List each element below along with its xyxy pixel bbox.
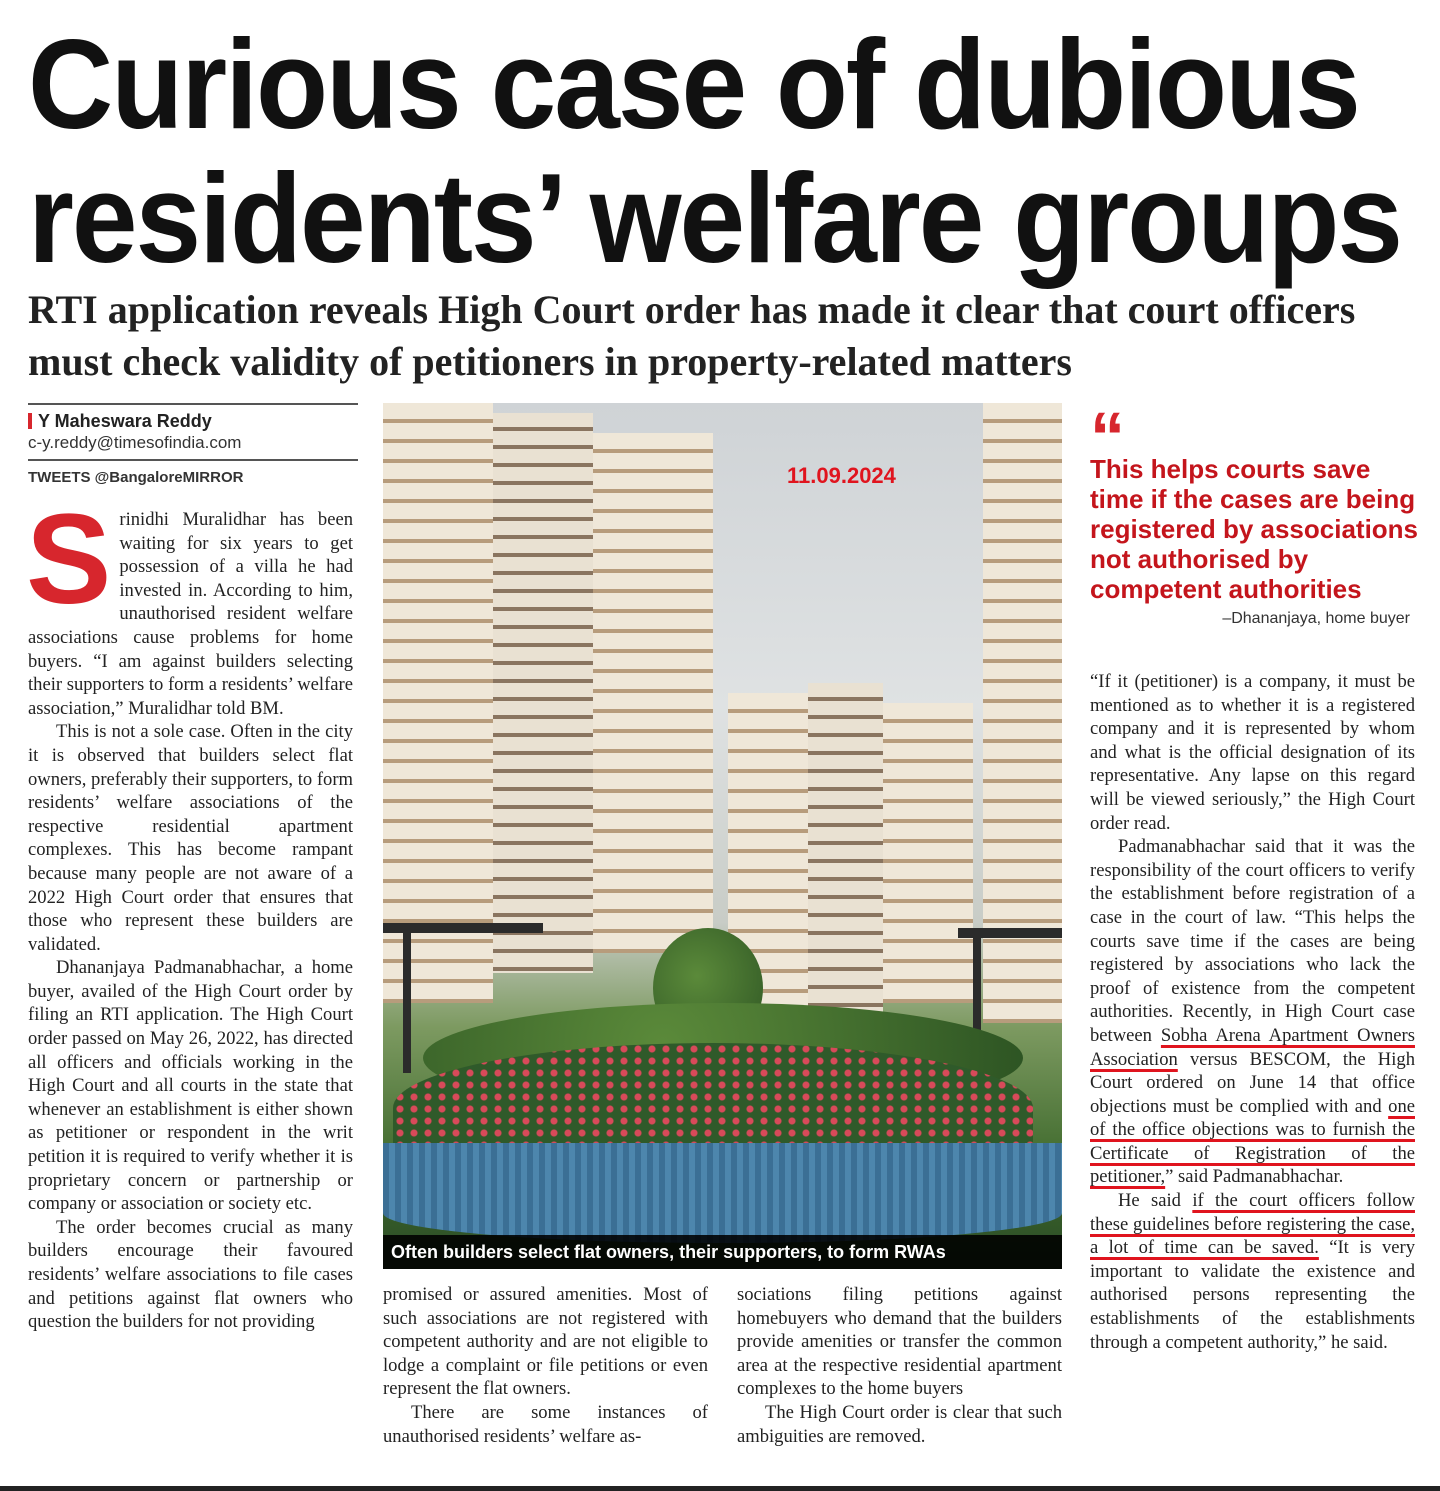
- tweets-handle: TWEETS @BangaloreMIRROR: [28, 459, 358, 486]
- paragraph-text: “It is very important to validate the existence and authorised persons representing the establishments of the establishments through a competent authority,” he said.: [1090, 1237, 1415, 1353]
- paragraph-text: rinidhi Muralidhar has been waiting for six years to get possession of a villa he had invested in. According to him, unauthorised resident welfare associations cause problems for home buyers. “I am against builders selecting their supporters to form a residents’ welfare association,” Muralidhar told BM.: [28, 509, 353, 719]
- quote-mark-icon: “: [1090, 398, 1125, 476]
- paragraph-text: versus BESCOM, the High Court ordered on June 14 that office objections must be complied with and: [1090, 1048, 1415, 1117]
- article-photo: [383, 403, 1062, 1269]
- article-column-3: [737, 1283, 1062, 1448]
- pull-quote-text: This helps courts save time if the cases are being registered by associations not authorised by competent authorities: [1090, 454, 1419, 604]
- photo-pool: [383, 1143, 1062, 1243]
- paragraph: The High Court order is clear that such ambiguities are removed.: [737, 1401, 1062, 1447]
- pull-quote-attribution: –Dhananjaya, home buyer: [1222, 610, 1410, 627]
- paragraph: sociations filing petitions against homebuyers who demand that the builders provide amenities or transfer the common area at the respective residential apartment complexes to the home buyers: [737, 1284, 1062, 1400]
- photo-building: [593, 433, 713, 953]
- date-stamp: 11.09.2024: [787, 463, 896, 488]
- photo-pergola: [383, 923, 543, 933]
- paragraph: [26, 488, 353, 720]
- drop-cap: S: [26, 488, 112, 631]
- paragraph: There are some instances of unauthorised residents’ welfare as-: [383, 1401, 708, 1447]
- paragraph-text: He said: [1118, 1190, 1193, 1212]
- author-name: Y Maheswara Reddy: [38, 411, 212, 431]
- bottom-rule: [0, 1486, 1440, 1491]
- article-column-1: [26, 488, 353, 1334]
- photo-building: [808, 683, 883, 1013]
- highlighted-text: Sobha Arena Apartment Owners Association: [1090, 1024, 1415, 1070]
- photo-building: [883, 703, 973, 1003]
- paragraph-text: Padmanabhachar said that it was the responsibility of the court officers to verify the establishment before registration of a case in the court of law. “This helps the courts save time if the cases are being registered by associations who lack the proof of existence from the competent authorities. Recently, in High Court case between: [1090, 836, 1415, 1046]
- photo-pergola: [958, 928, 1062, 938]
- paragraph: The order becomes crucial as many builders encourage their favoured residents’ welfare associations to file cases and petitions against flat owners who question the builders for not providing: [28, 1216, 353, 1333]
- headline: Curious case of dubious residents’ welfare groups: [28, 13, 1402, 291]
- photo-caption: Often builders select flat owners, their supporters, to form RWAs: [383, 1235, 1062, 1269]
- highlighted-text: if the court officers follow these guidelines before registering the case, a lot of time can be saved.: [1090, 1190, 1415, 1259]
- paragraph: This is not a sole case. Often in the city it is observed that builders select flat owners, preferably their supporters, to form residents’ welfare associations of the respective residential apartment complexes. This has become rampant because many people are not aware of a 2022 High Court order that ensures that those who represent these builders are validated.: [28, 721, 353, 955]
- pull-quote: [1090, 398, 1420, 628]
- byline-accent-bar: [28, 413, 32, 429]
- paragraph: [1090, 1189, 1415, 1354]
- photo-building: [493, 413, 593, 973]
- paragraph: “If it (petitioner) is a company, it must be mentioned as to whether it is a registered company and it is represented by whom and what is the official designation of its representative. Any lapse on this regard will be viewed seriously,” the High Court order read.: [1090, 671, 1415, 834]
- paragraph-text: ” said Padmanabhachar.: [1165, 1166, 1344, 1188]
- byline: [28, 403, 358, 486]
- photo-building: [383, 403, 493, 1003]
- paragraph: promised or assured amenities. Most of such associations are not registered with competent authority and are not eligible to lodge a complaint or file petitions or even represent the flat owners.: [383, 1284, 708, 1400]
- deck-subheadline: RTI application reveals High Court order has made it clear that court officers must check validity of petitioners in property-related matters: [28, 287, 1356, 384]
- author-email[interactable]: c-y.reddy@timesofindia.com: [28, 433, 242, 452]
- byline-name-row: [28, 411, 358, 432]
- article-column-2: [383, 1283, 708, 1448]
- article-column-4: [1090, 670, 1415, 1354]
- paragraph: Dhananjaya Padmanabhachar, a home buyer, availed of the High Court order by filing an RTI application. The High Court order passed on May 26, 2022, has directed all officers and officials working in the High Court and all courts in the state that whenever an establishment is either shown as petitioner or respondent in the writ petition it is required to verify whether it is proprietary concern or partnership or company or association or society etc.: [28, 957, 353, 1215]
- photo-pergola: [403, 933, 411, 1073]
- paragraph: [1090, 835, 1415, 1189]
- highlighted-text: one of the office objections was to furnish the Certificate of Registration of the petitioner,: [1090, 1095, 1415, 1188]
